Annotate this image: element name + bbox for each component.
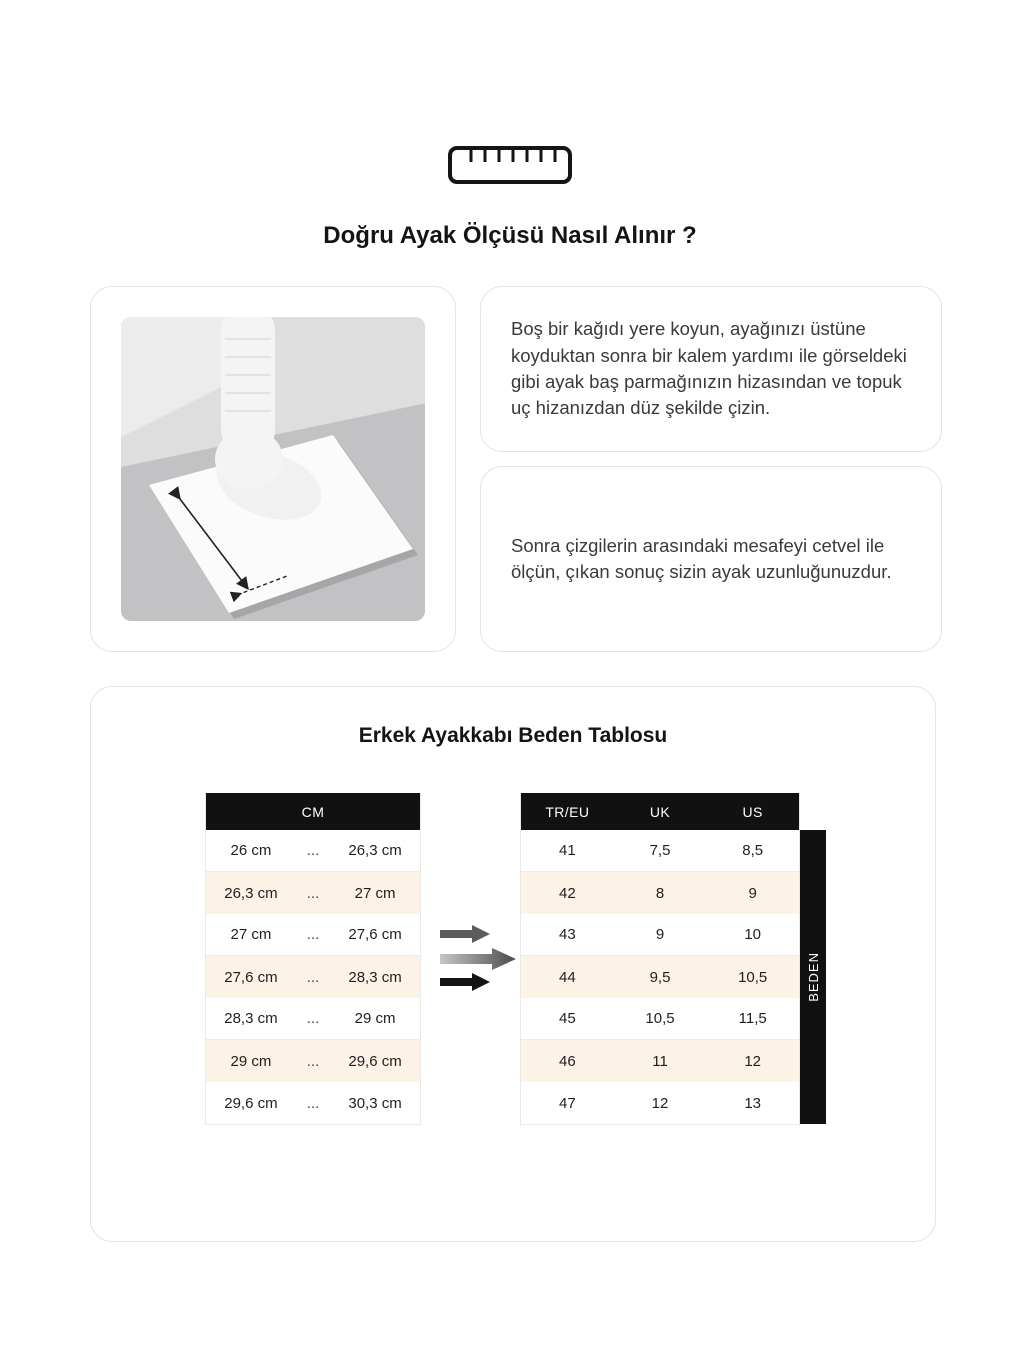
ruler-icon (447, 145, 573, 190)
us-value: 10,5 (738, 968, 768, 986)
cm-to-value: 27,6 cm (348, 926, 402, 943)
cm-table-row (206, 914, 420, 956)
us-value: 12 (744, 1052, 762, 1070)
tr-eu-value: 41 (558, 842, 576, 859)
uk-value: 9 (655, 926, 665, 943)
cm-from-value: 27 cm (230, 926, 272, 943)
tr-eu-value: 45 (558, 1010, 576, 1027)
page-title: Doğru Ayak Ölçüsü Nasıl Alınır ? (323, 222, 697, 249)
beden-label: BEDEN (805, 952, 821, 1002)
size-table-row (521, 872, 799, 914)
us-value: 9 (748, 884, 757, 902)
tr-eu-value: 42 (558, 884, 576, 902)
us-value: 10 (744, 926, 762, 943)
cm-to-value: 28,3 cm (348, 968, 402, 986)
cm-table (205, 793, 421, 1125)
header-tr-eu: TR/EU (545, 803, 590, 820)
cm-table-row (206, 1082, 420, 1124)
cm-from-value: 29,6 cm (224, 1094, 278, 1112)
range-ellipsis: ... (306, 926, 320, 943)
us-value: 8,5 (742, 842, 764, 859)
cm-to-value: 27 cm (354, 884, 396, 902)
cm-to-value: 29 cm (354, 1010, 396, 1027)
range-ellipsis: ... (306, 1094, 320, 1112)
size-table-row (521, 830, 799, 872)
cm-table-row (206, 830, 420, 872)
instruction-card-2 (480, 466, 942, 652)
header-uk: UK (649, 803, 671, 820)
cm-table-row (206, 872, 420, 914)
conversion-arrows-icon (438, 918, 518, 1003)
tr-eu-value: 46 (558, 1052, 576, 1070)
size-table-row (521, 1040, 799, 1082)
uk-value: 9,5 (649, 968, 671, 986)
cm-from-value: 27,6 cm (224, 968, 278, 986)
instruction-text-1: Boş bir kağıdı yere koyun, ayağınızı üstüne koyduktan sonra bir kalem yardımı ile görseldeki gibi ayak baş parmağınızın hizasından ve topuk uç hizanızdan düz şekilde çizin. (511, 318, 907, 419)
size-table-row (521, 914, 799, 956)
uk-value: 8 (655, 884, 665, 902)
cm-from-value: 26 cm (230, 842, 272, 859)
tr-eu-value: 43 (558, 926, 576, 943)
uk-value: 12 (651, 1094, 669, 1112)
range-ellipsis: ... (306, 842, 320, 859)
uk-value: 10,5 (645, 1010, 675, 1027)
range-ellipsis: ... (306, 884, 320, 902)
cm-from-value: 26,3 cm (224, 884, 278, 902)
cm-to-value: 30,3 cm (348, 1094, 402, 1112)
header-us: US (742, 803, 763, 820)
us-value: 13 (744, 1094, 762, 1112)
size-table-header-row (521, 793, 799, 830)
instruction-card-1 (480, 286, 942, 452)
uk-value: 7,5 (649, 842, 671, 859)
cm-to-value: 26,3 cm (348, 842, 402, 859)
cm-from-value: 29 cm (230, 1052, 272, 1070)
size-chart-title: Erkek Ayakkabı Beden Tablosu (358, 724, 668, 747)
range-ellipsis: ... (306, 968, 320, 986)
cm-table-row (206, 998, 420, 1040)
size-table-row (521, 956, 799, 998)
us-value: 11,5 (738, 1010, 767, 1027)
beden-strip (800, 830, 826, 1124)
tr-eu-value: 47 (558, 1094, 576, 1112)
cm-table-header: CM (206, 793, 420, 830)
cm-from-value: 28,3 cm (224, 1010, 278, 1027)
foot-measurement-photo (121, 317, 425, 621)
tr-eu-value: 44 (558, 968, 576, 986)
measurement-photo-card (90, 286, 456, 652)
size-table-row (521, 998, 799, 1040)
range-ellipsis: ... (306, 1052, 320, 1070)
instruction-text-2: Sonra çizgilerin arasındaki mesafeyi cetvel ile ölçün, çıkan sonuç sizin ayak uzunluğunuzdur. (511, 534, 892, 582)
cm-to-value: 29,6 cm (348, 1052, 402, 1070)
cm-table-row (206, 956, 420, 998)
uk-value: 11 (652, 1052, 668, 1070)
size-table-row (521, 1082, 799, 1124)
international-size-table (520, 793, 800, 1125)
range-ellipsis: ... (306, 1010, 320, 1027)
cm-table-row (206, 1040, 420, 1082)
